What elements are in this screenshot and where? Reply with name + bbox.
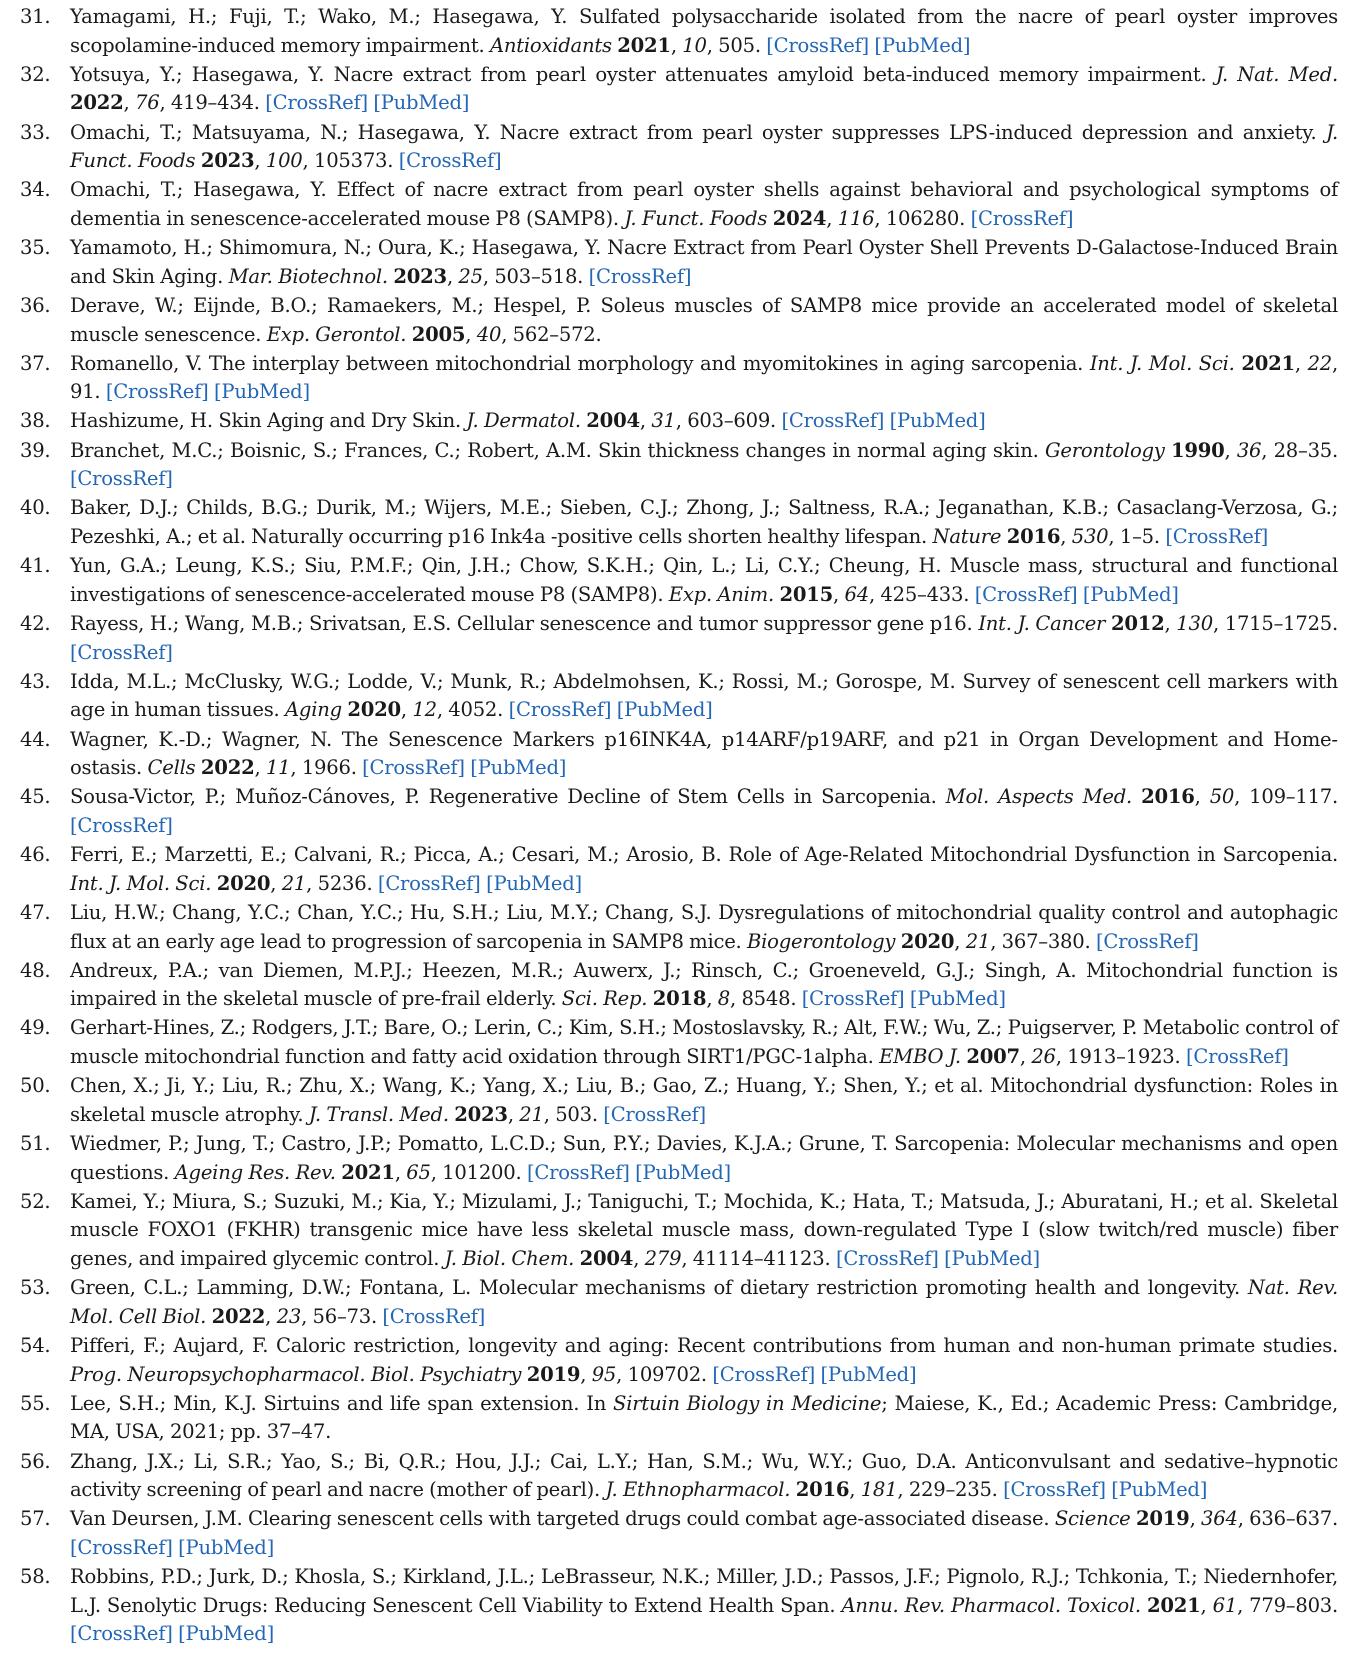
reference-italic-text: 36 bbox=[1236, 438, 1262, 462]
reference-number: 45. bbox=[20, 785, 51, 809]
reference-italic-text: 61 bbox=[1212, 1593, 1238, 1617]
reference-year: 2004 bbox=[586, 409, 640, 433]
reference-item bbox=[0, 610, 1338, 667]
reference-item bbox=[0, 1390, 1338, 1447]
reference-number: 44. bbox=[20, 727, 51, 751]
crossref-link[interactable]: [CrossRef] bbox=[70, 467, 173, 491]
reference-italic-text: 95 bbox=[591, 1362, 617, 1386]
reference-text: Wiedmer, P.; Jung, T.; Castro, J.P.; Pomatto, L.C.D.; Sun, P.Y.; Davies, K.J.A.; Grune, T. Sarcopenia: Molecular mechanisms and open questions. bbox=[70, 1132, 1338, 1184]
reference-text: , bbox=[270, 871, 282, 895]
crossref-link[interactable]: [CrossRef] bbox=[70, 640, 173, 664]
reference-text: , bbox=[400, 698, 413, 722]
reference-text: , bbox=[954, 929, 966, 953]
reference-italic-text: 26 bbox=[1031, 1045, 1056, 1069]
reference-text: , 8548. bbox=[730, 987, 802, 1011]
reference-year: 2007 bbox=[966, 1045, 1020, 1069]
reference-year: 1990 bbox=[1170, 438, 1225, 462]
reference-text: , 1–5. bbox=[1108, 525, 1166, 549]
reference-number: 56. bbox=[20, 1449, 51, 1473]
reference-item bbox=[0, 494, 1338, 551]
pubmed-link[interactable]: [PubMed] bbox=[373, 91, 470, 115]
reference-italic-text: J. Biol. Chem. bbox=[444, 1247, 575, 1270]
reference-text: ; Maiese, K., Ed.; Academic Press: Cambridge, MA, USA, 2021; pp. 37–47. bbox=[70, 1391, 1338, 1444]
reference-italic-text: Cells bbox=[147, 756, 196, 780]
reference-item bbox=[0, 176, 1338, 233]
reference-year: 2020 bbox=[347, 698, 401, 722]
reference-year: 2020 bbox=[216, 871, 271, 895]
reference-text: Wagner, K.-D.; Wagner, N. The Senescence Markers p16INK4A, p14ARF/p19ARF, and p21 in Organ Development and Homeostasis. bbox=[70, 727, 1338, 780]
reference-number: 52. bbox=[20, 1189, 51, 1213]
reference-year: 2016 bbox=[1006, 525, 1061, 549]
reference-number: 34. bbox=[20, 178, 51, 202]
reference-text: Baker, D.J.; Childs, B.G.; Durik, M.; Wijers, M.E.; Sieben, C.J.; Zhong, J.; Saltness, R.A.; Jeganathan, K.B.; Casaclang-Verzosa, G.; Pezeshki, A.; et al. Naturally occurring p16 Ink4a -positive cells shorten healthy lifespan. bbox=[70, 496, 1338, 549]
reference-number: 33. bbox=[20, 120, 51, 144]
reference-text: , bbox=[826, 206, 838, 230]
reference-italic-text: Aging bbox=[285, 698, 342, 722]
reference-italic-text: J. Funct. Foods bbox=[624, 206, 768, 230]
pubmed-link[interactable]: [PubMed] bbox=[178, 1535, 274, 1559]
pubmed-link[interactable]: [PubMed] bbox=[1111, 1478, 1208, 1502]
reference-item bbox=[0, 1505, 1338, 1562]
reference-italic-text: Sirtuin Biology in Medicine bbox=[613, 1391, 882, 1415]
crossref-link[interactable]: [CrossRef] bbox=[781, 409, 885, 433]
reference-number: 37. bbox=[20, 351, 51, 375]
reference-italic-text: Int. J. Cancer bbox=[978, 612, 1106, 635]
reference-italic-text: 22 bbox=[1307, 351, 1333, 375]
reference-text: , 505. bbox=[706, 33, 767, 57]
crossref-link[interactable]: [CrossRef] bbox=[70, 1535, 173, 1559]
reference-text: Sousa-Victor, P.; Muñoz-Cánoves, P. Regenerative Decline of Stem Cells in Sarcopenia. bbox=[70, 785, 946, 809]
reference-item bbox=[0, 437, 1338, 494]
crossref-link[interactable]: [CrossRef] bbox=[970, 206, 1074, 230]
reference-item bbox=[0, 234, 1338, 291]
reference-item bbox=[0, 407, 1338, 436]
reference-number: 41. bbox=[20, 554, 51, 578]
reference-item bbox=[0, 1274, 1338, 1331]
reference-text: Pifferi, F.; Aujard, F. Caloric restriction, longevity and aging: Recent contributions from human and non-human primate studies. bbox=[70, 1333, 1338, 1357]
reference-item bbox=[0, 1130, 1338, 1187]
reference-year: 2022 bbox=[70, 91, 124, 115]
reference-text: , bbox=[639, 409, 652, 433]
reference-italic-text: Exp. Gerontol. bbox=[266, 322, 407, 346]
crossref-link[interactable]: [CrossRef] bbox=[712, 1362, 816, 1386]
pubmed-link[interactable]: [PubMed] bbox=[889, 409, 986, 433]
reference-text: Robbins, P.D.; Jurk, D.; Khosla, S.; Kirkland, J.L.; LeBrasseur, N.K.; Miller, J.D.; Passos, J.F.; Pignolo, R.J.; Tchkonia, T.; Niedernhofer, L.J. Senolytic Drugs: Reducing Senescent Cell Viability to Extend Health Span. bbox=[70, 1565, 1338, 1617]
reference-text: , 109702. bbox=[616, 1362, 713, 1386]
reference-text: , bbox=[123, 91, 136, 115]
reference-text: , bbox=[706, 987, 718, 1011]
reference-text: , 101200. bbox=[430, 1160, 527, 1184]
reference-number: 39. bbox=[20, 438, 51, 462]
reference-text: , bbox=[833, 582, 845, 606]
reference-text: , bbox=[1189, 1507, 1202, 1531]
pubmed-link[interactable]: [PubMed] bbox=[214, 380, 310, 404]
reference-item bbox=[0, 3, 1338, 60]
pubmed-link[interactable]: [PubMed] bbox=[1082, 582, 1179, 606]
reference-text: Yamagami, H.; Fuji, T.; Wako, M.; Hasegawa, Y. Sulfated polysaccharide isolated from the nacre of pearl oyster improves scopolamine-induced memory impairment. bbox=[70, 5, 1338, 57]
reference-italic-text: 64 bbox=[844, 582, 869, 606]
reference-number: 58. bbox=[20, 1565, 51, 1589]
reference-text: , bbox=[1164, 612, 1177, 635]
reference-text: , 779–803. bbox=[1237, 1593, 1338, 1617]
reference-italic-text: Sci. Rep. bbox=[561, 987, 648, 1011]
reference-text: Derave, W.; Eijnde, B.O.; Ramaekers, M.; Hespel, P. Soleus muscles of SAMP8 mice provide an accelerated model of skeletal muscle senescence. bbox=[70, 293, 1338, 346]
reference-text: Omachi, T.; Hasegawa, Y. Effect of nacre extract from pearl oyster shells against behavioral and psychological symptoms of dementia in senescence-accelerated mouse P8 (SAMP8). bbox=[70, 178, 1338, 230]
reference-text: , 503–518. bbox=[482, 264, 589, 288]
reference-italic-text: 76 bbox=[135, 91, 160, 115]
reference-italic-text: 31 bbox=[651, 409, 676, 433]
reference-text: , bbox=[507, 1102, 520, 1126]
reference-number: 32. bbox=[20, 62, 51, 86]
reference-number: 55. bbox=[20, 1391, 51, 1415]
reference-italic-text: 23 bbox=[276, 1304, 302, 1328]
crossref-link[interactable]: [CrossRef] bbox=[362, 756, 465, 780]
reference-italic-text: 21 bbox=[281, 871, 307, 895]
reference-year: 2021 bbox=[1241, 351, 1295, 375]
reference-italic-text: Nat. Rev. Mol. Cell Biol. bbox=[70, 1276, 1338, 1328]
reference-text: , 106280. bbox=[874, 206, 971, 230]
reference-number: 35. bbox=[20, 236, 51, 260]
reference-number: 36. bbox=[20, 293, 51, 317]
reference-italic-text: 21 bbox=[965, 929, 991, 953]
reference-item bbox=[0, 552, 1338, 609]
pubmed-link[interactable]: [PubMed] bbox=[486, 871, 582, 895]
reference-italic-text: 364 bbox=[1201, 1507, 1238, 1531]
crossref-link[interactable]: [CrossRef] bbox=[588, 264, 692, 288]
reference-text: , 1913–1923. bbox=[1055, 1045, 1186, 1069]
crossref-link[interactable]: [CrossRef] bbox=[105, 380, 209, 404]
reference-text: Branchet, M.C.; Boisnic, S.; Frances, C.; Robert, A.M. Skin thickness changes in normal aging skin. bbox=[70, 438, 1045, 462]
reference-italic-text: Nature bbox=[932, 525, 1002, 549]
reference-text: , 1966. bbox=[290, 756, 363, 780]
reference-text: , 56–73. bbox=[301, 1304, 383, 1328]
reference-number: 38. bbox=[20, 409, 51, 433]
reference-text: Lee, S.H.; Min, K.J. Sirtuins and life span extension. In bbox=[70, 1391, 614, 1415]
crossref-link[interactable]: [CrossRef] bbox=[70, 1622, 173, 1646]
reference-text: Rayess, H.; Wang, M.B.; Srivatsan, E.S. Cellular senescence and tumor suppressor gene p16. bbox=[70, 612, 979, 635]
reference-text: , bbox=[1224, 438, 1237, 462]
reference-italic-text: 65 bbox=[406, 1160, 431, 1184]
reference-italic-text: 130 bbox=[1176, 612, 1213, 635]
reference-year: 2022 bbox=[211, 1304, 266, 1328]
reference-year: 2023 bbox=[200, 149, 255, 173]
reference-text: Idda, M.L.; McClusky, W.G.; Lodde, V.; Munk, R.; Abdelmohsen, K.; Rossi, M.; Gorospe, M. Survey of senescent cell markers with age in human tissues. bbox=[70, 669, 1338, 722]
reference-text: Zhang, J.X.; Li, S.R.; Yao, S.; Bi, Q.R.; Hou, J.J.; Cai, L.Y.; Han, S.M.; Wu, W.Y.; Guo, D.A. Anticonvulsant and sedative–hypnotic activity screening of pearl and nacre (mother of pearl). bbox=[70, 1449, 1338, 1502]
reference-text: Ferri, E.; Marzetti, E.; Calvani, R.; Picca, A.; Cesari, M.; Arosio, B. Role of Age-Related Mitochondrial Dysfunction in Sarcopenia. bbox=[70, 843, 1338, 867]
reference-year: 2019 bbox=[1136, 1507, 1190, 1531]
reference-italic-text: EMBO J. bbox=[879, 1045, 961, 1069]
reference-number: 31. bbox=[20, 5, 51, 28]
reference-text: , bbox=[254, 149, 266, 173]
reference-italic-text: 100 bbox=[265, 149, 303, 173]
reference-text: Yamamoto, H.; Shimomura, N.; Oura, K.; Hasegawa, Y. Nacre Extract from Pearl Oyster Shell Prevents D-Galactose-Induced Brain and Skin Aging. bbox=[70, 236, 1338, 288]
reference-italic-text: 12 bbox=[412, 698, 437, 722]
pubmed-link[interactable]: [PubMed] bbox=[616, 698, 713, 722]
reference-text: , 91. bbox=[70, 351, 1338, 404]
reference-italic-text: Gerontology bbox=[1044, 438, 1165, 462]
pubmed-link[interactable]: [PubMed] bbox=[470, 756, 567, 780]
reference-text: , bbox=[465, 322, 477, 346]
reference-number: 57. bbox=[20, 1507, 51, 1531]
reference-text: , bbox=[633, 1247, 645, 1270]
reference-text: , 603–609. bbox=[675, 409, 782, 433]
reference-italic-text: 181 bbox=[860, 1478, 898, 1502]
reference-number: 54. bbox=[20, 1333, 51, 1357]
reference-italic-text: 116 bbox=[837, 206, 875, 230]
reference-year: 2021 bbox=[341, 1160, 395, 1184]
crossref-link[interactable]: [CrossRef] bbox=[508, 698, 612, 722]
reference-number: 51. bbox=[20, 1132, 51, 1156]
reference-italic-text: 279 bbox=[644, 1247, 682, 1270]
reference-text: Hashizume, H. Skin Aging and Dry Skin. bbox=[70, 409, 467, 433]
reference-text: , bbox=[1294, 351, 1308, 375]
reference-number: 46. bbox=[20, 843, 51, 867]
reference-italic-text: Biogerontology bbox=[747, 929, 896, 953]
reference-text: Romanello, V. The interplay between mitochondrial morphology and myomitokines in aging sarcopenia. bbox=[70, 351, 1090, 375]
crossref-link[interactable]: [CrossRef] bbox=[1003, 1478, 1106, 1502]
crossref-link[interactable]: [CrossRef] bbox=[398, 149, 502, 173]
crossref-link[interactable]: [CrossRef] bbox=[801, 987, 905, 1011]
reference-number: 47. bbox=[20, 900, 51, 924]
reference-text: , bbox=[394, 1160, 407, 1184]
reference-year: 2021 bbox=[617, 33, 671, 57]
reference-text: , 503. bbox=[543, 1102, 604, 1126]
reference-text: , 4052. bbox=[436, 698, 509, 722]
reference-text: , 5236. bbox=[306, 871, 378, 895]
reference-number: 49. bbox=[20, 1016, 51, 1040]
crossref-link[interactable]: [CrossRef] bbox=[526, 1160, 630, 1184]
reference-item bbox=[0, 1563, 1338, 1649]
reference-year: 2020 bbox=[900, 929, 955, 953]
reference-number: 53. bbox=[20, 1276, 51, 1300]
reference-italic-text: J. Ethnopharmacol. bbox=[605, 1478, 791, 1502]
reference-year: 2016 bbox=[795, 1478, 850, 1502]
reference-text: Kamei, Y.; Miura, S.; Suzuki, M.; Kia, Y.; Mizulami, J.; Taniguchi, T.; Mochida, K.; Hata, T.; Matsuda, J.; Aburatani, H.; et al. Skeletal muscle FOXO1 (FKHR) transgenic mice have less skeletal muscle mass, down-regulated Type I (slow twitch/red muscle) fiber genes, and impaired glycemic control. bbox=[70, 1189, 1338, 1270]
reference-year: 2005 bbox=[411, 322, 466, 346]
reference-text: , bbox=[265, 1304, 277, 1328]
reference-italic-text: 530 bbox=[1071, 525, 1109, 549]
reference-text: , 105373. bbox=[302, 149, 399, 173]
reference-italic-text: 11 bbox=[265, 756, 291, 780]
reference-text: , bbox=[1200, 1593, 1213, 1617]
crossref-link[interactable]: [CrossRef] bbox=[1185, 1045, 1289, 1069]
reference-item bbox=[0, 783, 1338, 840]
reference-number: 43. bbox=[20, 669, 51, 693]
crossref-link[interactable]: [CrossRef] bbox=[1095, 929, 1199, 953]
reference-text: , 28–35. bbox=[1261, 438, 1338, 462]
crossref-link[interactable]: [CrossRef] bbox=[766, 33, 869, 57]
crossref-link[interactable]: [CrossRef] bbox=[70, 813, 173, 837]
reference-italic-text: J. Nat. Med. bbox=[1215, 62, 1338, 86]
reference-text: , bbox=[670, 33, 683, 57]
reference-text: , bbox=[1019, 1045, 1032, 1069]
reference-italic-text: Int. J. Mol. Sci. bbox=[1089, 351, 1235, 375]
reference-italic-text: 10 bbox=[682, 33, 707, 57]
reference-item bbox=[0, 119, 1338, 176]
reference-item bbox=[0, 668, 1338, 725]
reference-year: 2012 bbox=[1110, 612, 1165, 635]
reference-item bbox=[0, 1014, 1338, 1071]
crossref-link[interactable]: [CrossRef] bbox=[1165, 525, 1268, 549]
reference-item bbox=[0, 1448, 1338, 1505]
pubmed-link[interactable]: [PubMed] bbox=[909, 987, 1006, 1011]
reference-italic-text: J. Transl. Med. bbox=[308, 1102, 449, 1126]
reference-text: , bbox=[446, 264, 459, 288]
reference-italic-text: Ageing Res. Rev. bbox=[174, 1160, 336, 1184]
reference-italic-text: Science bbox=[1054, 1507, 1131, 1531]
reference-year: 2004 bbox=[579, 1247, 634, 1270]
reference-year: 2022 bbox=[200, 756, 255, 780]
reference-text bbox=[1132, 785, 1141, 808]
reference-item bbox=[0, 1072, 1338, 1129]
crossref-link[interactable]: [CrossRef] bbox=[382, 1304, 486, 1328]
reference-italic-text: J. Funct. Foods bbox=[70, 120, 1338, 173]
reference-italic-text: Annu. Rev. Pharmacol. Toxicol. bbox=[841, 1593, 1141, 1617]
reference-text: Liu, H.W.; Chang, Y.C.; Chan, Y.C.; Hu, S.H.; Liu, M.Y.; Chang, S.J. Dysregulations of mitochondrial quality control and autophagic flux at an early age lead to progression of sarcopenia in SAMP8 mice. bbox=[70, 900, 1338, 953]
crossref-link[interactable]: [CrossRef] bbox=[974, 582, 1078, 606]
pubmed-link[interactable]: [PubMed] bbox=[635, 1160, 731, 1184]
reference-italic-text: 50 bbox=[1209, 785, 1235, 809]
reference-text: Yun, G.A.; Leung, K.S.; Siu, P.M.F.; Qin, J.H.; Chow, S.K.H.; Qin, L.; Li, C.Y.; Cheung, H. Muscle mass, structural and functional investigations of senescence-accelerated mouse P8 (SAMP8). bbox=[70, 554, 1338, 606]
reference-item bbox=[0, 1332, 1338, 1389]
reference-text: , 229–235. bbox=[897, 1478, 1004, 1502]
reference-italic-text: Mol. Aspects Med. bbox=[945, 785, 1133, 809]
reference-text: Gerhart-Hines, Z.; Rodgers, J.T.; Bare, O.; Lerin, C.; Kim, S.H.; Mostoslavsky, R.; Alt, F.W.; Wu, Z.; Puigserver, P. Metabolic control of muscle mitochondrial function and fatty acid oxidation through SIRT1/PGC-1alpha. bbox=[70, 1016, 1338, 1069]
reference-year: 2021 bbox=[1147, 1593, 1201, 1617]
reference-text: Green, C.L.; Lamming, D.W.; Fontana, L. Molecular mechanisms of dietary restriction promoting health and longevity. bbox=[70, 1276, 1248, 1300]
reference-text: Van Deursen, J.M. Clearing senescent cells with targeted drugs could combat age-associated disease. bbox=[70, 1507, 1055, 1531]
reference-text: , 41114–41123. bbox=[681, 1247, 836, 1270]
reference-year: 2023 bbox=[393, 264, 447, 288]
reference-italic-text: 21 bbox=[519, 1102, 544, 1126]
reference-year: 2023 bbox=[454, 1102, 508, 1126]
reference-text: Omachi, T.; Matsuyama, N.; Hasegawa, Y. Nacre extract from pearl oyster suppresses LPS-induced depression and anxiety. bbox=[70, 120, 1326, 144]
pubmed-link[interactable]: [PubMed] bbox=[874, 33, 971, 57]
reference-year: 2018 bbox=[652, 987, 707, 1011]
reference-item bbox=[0, 957, 1338, 1014]
reference-text: , bbox=[1060, 525, 1072, 549]
reference-number: 40. bbox=[20, 496, 51, 520]
reference-italic-text: Mar. Biotechnol. bbox=[228, 264, 388, 288]
reference-item bbox=[0, 841, 1338, 898]
reference-italic-text: Prog. Neuropsychopharmacol. Biol. Psychiatry bbox=[70, 1362, 522, 1386]
crossref-link[interactable]: [CrossRef] bbox=[265, 91, 368, 115]
pubmed-link[interactable]: [PubMed] bbox=[178, 1622, 274, 1646]
reference-text: , bbox=[1194, 785, 1210, 809]
reference-text: , 1715–1725. bbox=[1212, 612, 1338, 635]
reference-text: , bbox=[580, 1362, 592, 1386]
reference-item bbox=[0, 726, 1338, 783]
reference-text: , 636–637. bbox=[1237, 1507, 1338, 1531]
reference-number: 50. bbox=[20, 1074, 51, 1098]
crossref-link[interactable]: [CrossRef] bbox=[603, 1102, 706, 1126]
reference-year: 2019 bbox=[526, 1362, 581, 1386]
reference-item bbox=[0, 899, 1338, 956]
reference-text: , bbox=[849, 1478, 861, 1502]
reference-item bbox=[0, 292, 1338, 349]
reference-number: 48. bbox=[20, 958, 51, 982]
reference-italic-text: J. Dermatol. bbox=[466, 409, 581, 433]
reference-italic-text: 8 bbox=[717, 987, 730, 1011]
pubmed-link[interactable]: [PubMed] bbox=[820, 1362, 917, 1386]
reference-year: 2024 bbox=[772, 206, 827, 230]
reference-item bbox=[0, 1188, 1338, 1274]
reference-item bbox=[0, 350, 1338, 407]
crossref-link[interactable]: [CrossRef] bbox=[377, 871, 481, 895]
reference-italic-text: 40 bbox=[476, 322, 502, 346]
crossref-link[interactable]: [CrossRef] bbox=[835, 1247, 939, 1270]
reference-text: , 419–434. bbox=[159, 91, 266, 115]
reference-number: 42. bbox=[20, 612, 51, 635]
pubmed-link[interactable]: [PubMed] bbox=[944, 1247, 1040, 1270]
reference-italic-text: Int. J. Mol. Sci. bbox=[70, 871, 212, 895]
reference-text: , 367–380. bbox=[990, 929, 1096, 953]
reference-text: , 425–433. bbox=[868, 582, 975, 606]
reference-text: Andreux, P.A.; van Diemen, M.P.J.; Heezen, M.R.; Auwerx, J.; Rinsch, C.; Groeneveld, G.J.; Singh, A. Mitochondrial function is impaired in the skeletal muscle of pre-frail elderly. bbox=[70, 958, 1338, 1011]
reference-year: 2016 bbox=[1141, 785, 1195, 809]
reference-italic-text: Exp. Anim. bbox=[668, 582, 774, 606]
reference-italic-text: Antioxidants bbox=[489, 33, 612, 57]
reference-text: Yotsuya, Y.; Hasegawa, Y. Nacre extract from pearl oyster attenuates amyloid beta-induced memory impairment. bbox=[70, 62, 1216, 86]
reference-text: , bbox=[254, 756, 266, 780]
reference-text: Chen, X.; Ji, Y.; Liu, R.; Zhu, X.; Wang, K.; Yang, X.; Liu, B.; Gao, Z.; Huang, Y.; Shen, Y.; et al. Mitochondrial dysfunction: Roles in skeletal muscle atrophy. bbox=[70, 1074, 1338, 1126]
reference-year: 2015 bbox=[779, 582, 834, 606]
reference-item bbox=[0, 61, 1338, 118]
reference-text: , 109–117. bbox=[1234, 785, 1338, 809]
reference-text: , 562–572. bbox=[501, 322, 602, 346]
reference-italic-text: 25 bbox=[458, 264, 483, 288]
